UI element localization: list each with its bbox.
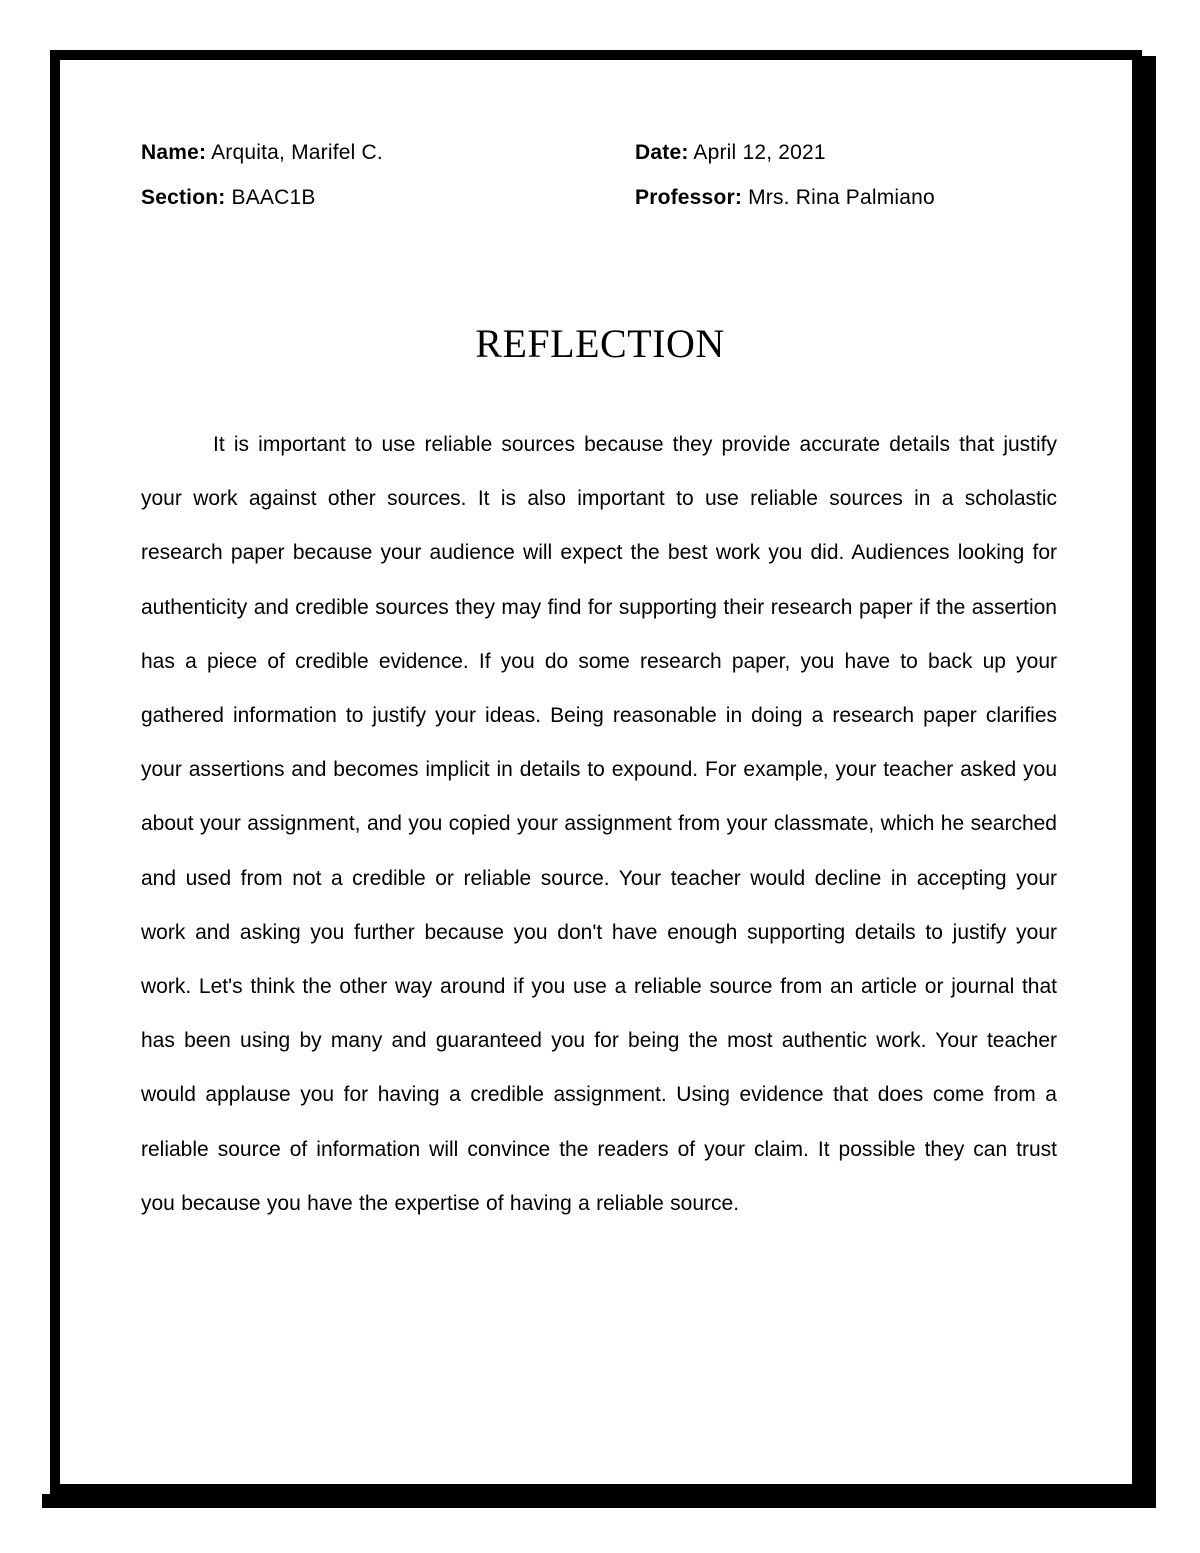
page-title: REFLECTION bbox=[475, 321, 725, 366]
name-field bbox=[141, 138, 635, 168]
name-value: Arquita, Marifel C. bbox=[211, 141, 383, 164]
section-field bbox=[141, 183, 635, 213]
date-value: April 12, 2021 bbox=[693, 141, 826, 164]
page-border-shadow-right bbox=[1142, 56, 1156, 1508]
professor-field bbox=[635, 183, 1059, 213]
name-label: Name: bbox=[141, 141, 207, 164]
professor-value: Mrs. Rina Palmiano bbox=[748, 186, 935, 209]
section-label: Section: bbox=[141, 186, 226, 209]
header-info bbox=[141, 138, 1059, 213]
section-value: BAAC1B bbox=[231, 186, 316, 209]
date-label: Date: bbox=[635, 141, 689, 164]
professor-label: Professor: bbox=[635, 186, 743, 209]
page-border-shadow-bottom bbox=[42, 1494, 1156, 1508]
reflection-body: It is important to use reliable sources because they provide accurate details that justify your work against other sources. It is also important to use reliable sources in a scholastic research paper because your audience will expect the best work you did. Audiences looking for authenticity and credible sources they may find for supporting their research paper if the assertion has a piece of credible evidence. If you do some research paper, you have to back up your gathered information to justify your ideas. Being reasonable in doing a research paper clarifies your assertions and becomes implicit in details to expound. For example, your teacher asked you about your assignment, and you copied your assignment from your classmate, which he searched and used from not a credible or reliable source. Your teacher would decline in accepting your work and asking you further because you don't have enough supporting details to justify your work. Let's think the other way around if you use a reliable source from an article or journal that has been using by many and guaranteed you for being the most authentic work. Your teacher would applause you for having a credible assignment. Using evidence that does come from a reliable source of information will convince the readers of your claim. It possible they can trust you because you have the expertise of having a reliable source. bbox=[141, 433, 1057, 1215]
date-field bbox=[635, 138, 1059, 168]
